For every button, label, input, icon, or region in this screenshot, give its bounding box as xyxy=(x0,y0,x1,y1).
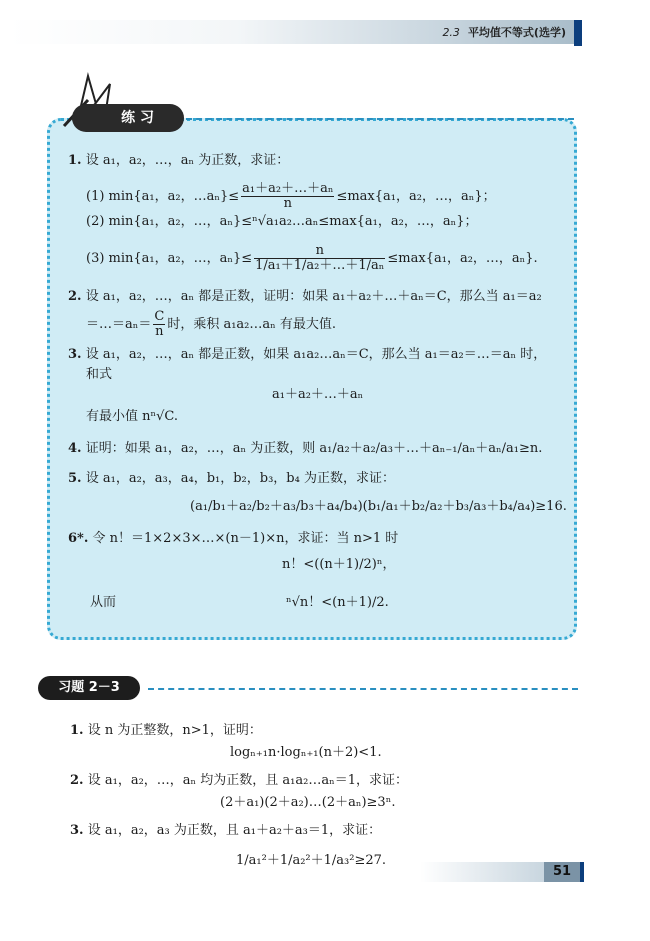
practice-1-line-2: (2) min{a₁，a₂，…，aₙ}≤ⁿ√a₁a₂…aₙ≤max{a₁，a₂，…，aₙ}； xyxy=(86,214,478,229)
running-header: 2.3 平均值不等式(选学) xyxy=(442,26,566,39)
page-number: 51 xyxy=(544,862,580,882)
exercises-label: 习题 2－3 xyxy=(38,676,140,700)
footer-accent xyxy=(580,862,584,882)
practice-item-5: 5. 设 a₁，a₂，a₃，a₄，b₁，b₂，b₃，b₄ 为正数，求证： xyxy=(68,471,395,486)
exercise-2-formula: (2＋a₁)(2＋a₂)…(2＋aₙ)≥3ⁿ. xyxy=(220,795,396,810)
exercise-item-1: 1. 设 n 为正整数，n>1，证明： xyxy=(70,723,262,738)
practice-1-line-3: (3) min{a₁，a₂，…，aₙ}≤ $\frac{n}{\text{1/a₁＋1/a₂＋…＋1/aₙ}}$ ≤max{a₁，a₂，…，aₙ}. xyxy=(86,243,538,273)
exercise-item-3: 3. 设 a₁，a₂，a₃ 为正数，且 a₁＋a₂＋a₃＝1，求证： xyxy=(70,823,382,838)
practice-label: 练 习 xyxy=(72,104,184,132)
practice-2-line-2: ＝…＝aₙ＝ $\frac{C}{n}$ 时，乘积 a₁a₂…aₙ 有最大值. xyxy=(86,309,337,339)
practice-item-2: 2. 设 a₁，a₂，…，aₙ 都是正数，证明：如果 a₁＋a₂＋…＋aₙ＝C，那么当 a₁＝a₂ xyxy=(68,289,542,304)
practice-3-formula: a₁＋a₂＋…＋aₙ xyxy=(272,387,364,402)
exercise-3-formula: 1/a₁²＋1/a₂²＋1/a₃²≥27. xyxy=(236,853,387,868)
practice-1-line-1: (1) min{a₁，a₂，…aₙ}≤ $\frac{\text{a₁＋a₂＋…＋aₙ}}{n}$ ≤max{a₁，a₂，…，aₙ}； xyxy=(86,181,496,211)
practice-item-1: 1. 设 a₁，a₂，…，aₙ 为正数，求证： xyxy=(68,153,290,168)
exercise-item-2: 2. 设 a₁，a₂，…，aₙ 均为正数，且 a₁a₂…aₙ＝1，求证： xyxy=(70,773,408,788)
practice-item-4: 4. 证明：如果 a₁，a₂，…，aₙ 为正数，则 a₁/a₂＋a₂/a₃＋…＋aₙ₋₁/aₙ＋aₙ/a₁≥n. xyxy=(68,441,543,456)
exercises-divider xyxy=(148,688,578,690)
practice-divider xyxy=(186,118,574,120)
practice-6-formula-2: ⁿ√n！<(n＋1)/2. xyxy=(286,595,389,610)
practice-3-line-2: 和式 xyxy=(86,367,113,382)
practice-6-therefore: 从而 xyxy=(90,595,117,610)
exercise-1-formula: logₙ₊₁n·logₙ₊₁(n＋2)<1. xyxy=(230,745,382,760)
practice-5-formula: (a₁/b₁＋a₂/b₂＋a₃/b₃＋a₄/b₄)(b₁/a₁＋b₂/a₂＋b₃/a₃＋b₄/a₄)≥16. xyxy=(190,499,567,514)
practice-item-6: 6*. 令 n！＝1×2×3×…×(n－1)×n，求证：当 n>1 时 xyxy=(68,531,399,546)
practice-6-formula-1: n！<((n＋1)/2)ⁿ， xyxy=(282,557,396,572)
header-accent xyxy=(574,20,582,46)
practice-3-line-3: 有最小值 nⁿ√C. xyxy=(86,409,179,424)
practice-item-3: 3. 设 a₁，a₂，…，aₙ 都是正数，如果 a₁a₂…aₙ＝C，那么当 a₁＝a₂＝…＝aₙ 时， xyxy=(68,347,547,362)
